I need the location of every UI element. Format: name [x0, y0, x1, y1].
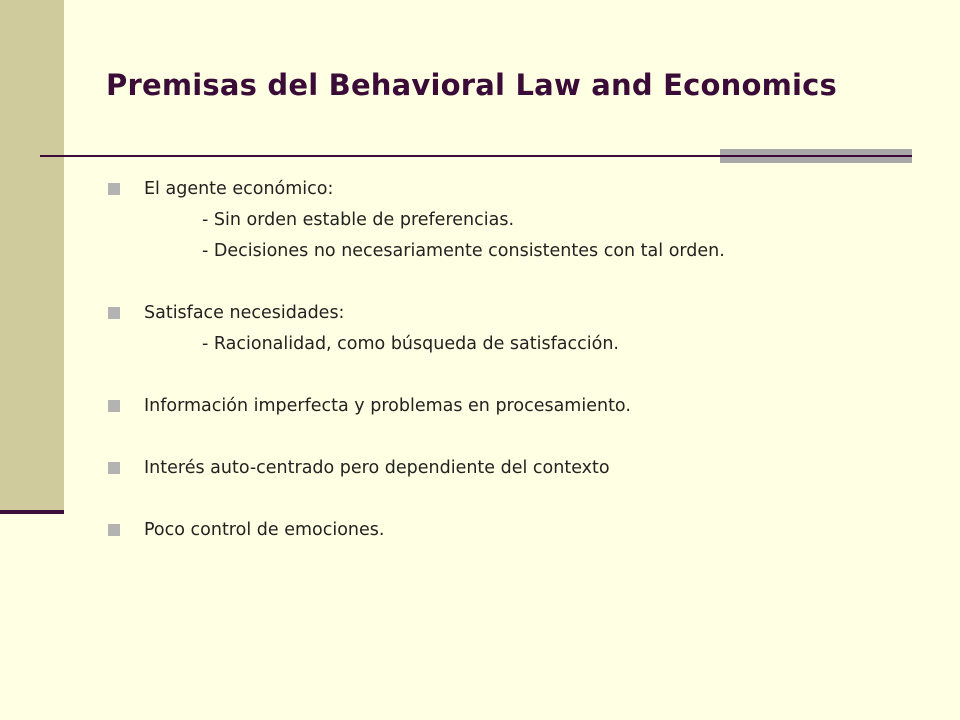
title-underline-accent: [720, 149, 912, 155]
spacer: [108, 422, 928, 453]
bullet-line: [108, 515, 928, 546]
bullet-line: [108, 298, 928, 329]
bullet-line: [108, 174, 928, 205]
bullet-item: [108, 391, 928, 422]
bullet-text: Interés auto-centrado pero dependiente del contexto: [144, 458, 610, 478]
sub-item: - Decisiones no necesariamente consistentes con tal orden.: [202, 241, 725, 261]
square-bullet-icon: [108, 462, 120, 474]
bullet-text: El agente económico:: [144, 179, 334, 199]
spacer: [108, 267, 928, 298]
bullet-text: Información imperfecta y problemas en procesamiento.: [144, 396, 631, 416]
square-bullet-icon: [108, 524, 120, 536]
bullet-list: [108, 174, 928, 546]
title-underline-accent: [720, 157, 912, 163]
bullet-item: [108, 515, 928, 546]
bullet-line: [108, 391, 928, 422]
spacer: [108, 484, 928, 515]
sub-item: - Sin orden estable de preferencias.: [202, 210, 515, 230]
spacer: [108, 360, 928, 391]
bullet-line: [108, 453, 928, 484]
square-bullet-icon: [108, 183, 120, 195]
bullet-text: Poco control de emociones.: [144, 520, 385, 540]
side-band-rule: [0, 510, 64, 514]
bullet-item: [108, 453, 928, 484]
bullet-item: [108, 298, 928, 360]
sub-item: - Racionalidad, como búsqueda de satisfacción.: [202, 334, 619, 354]
side-band: [0, 0, 64, 512]
square-bullet-icon: [108, 307, 120, 319]
bullet-item: [108, 174, 928, 267]
slide-title: Premisas del Behavioral Law and Economics: [106, 68, 838, 102]
square-bullet-icon: [108, 400, 120, 412]
bullet-text: Satisface necesidades:: [144, 303, 345, 323]
